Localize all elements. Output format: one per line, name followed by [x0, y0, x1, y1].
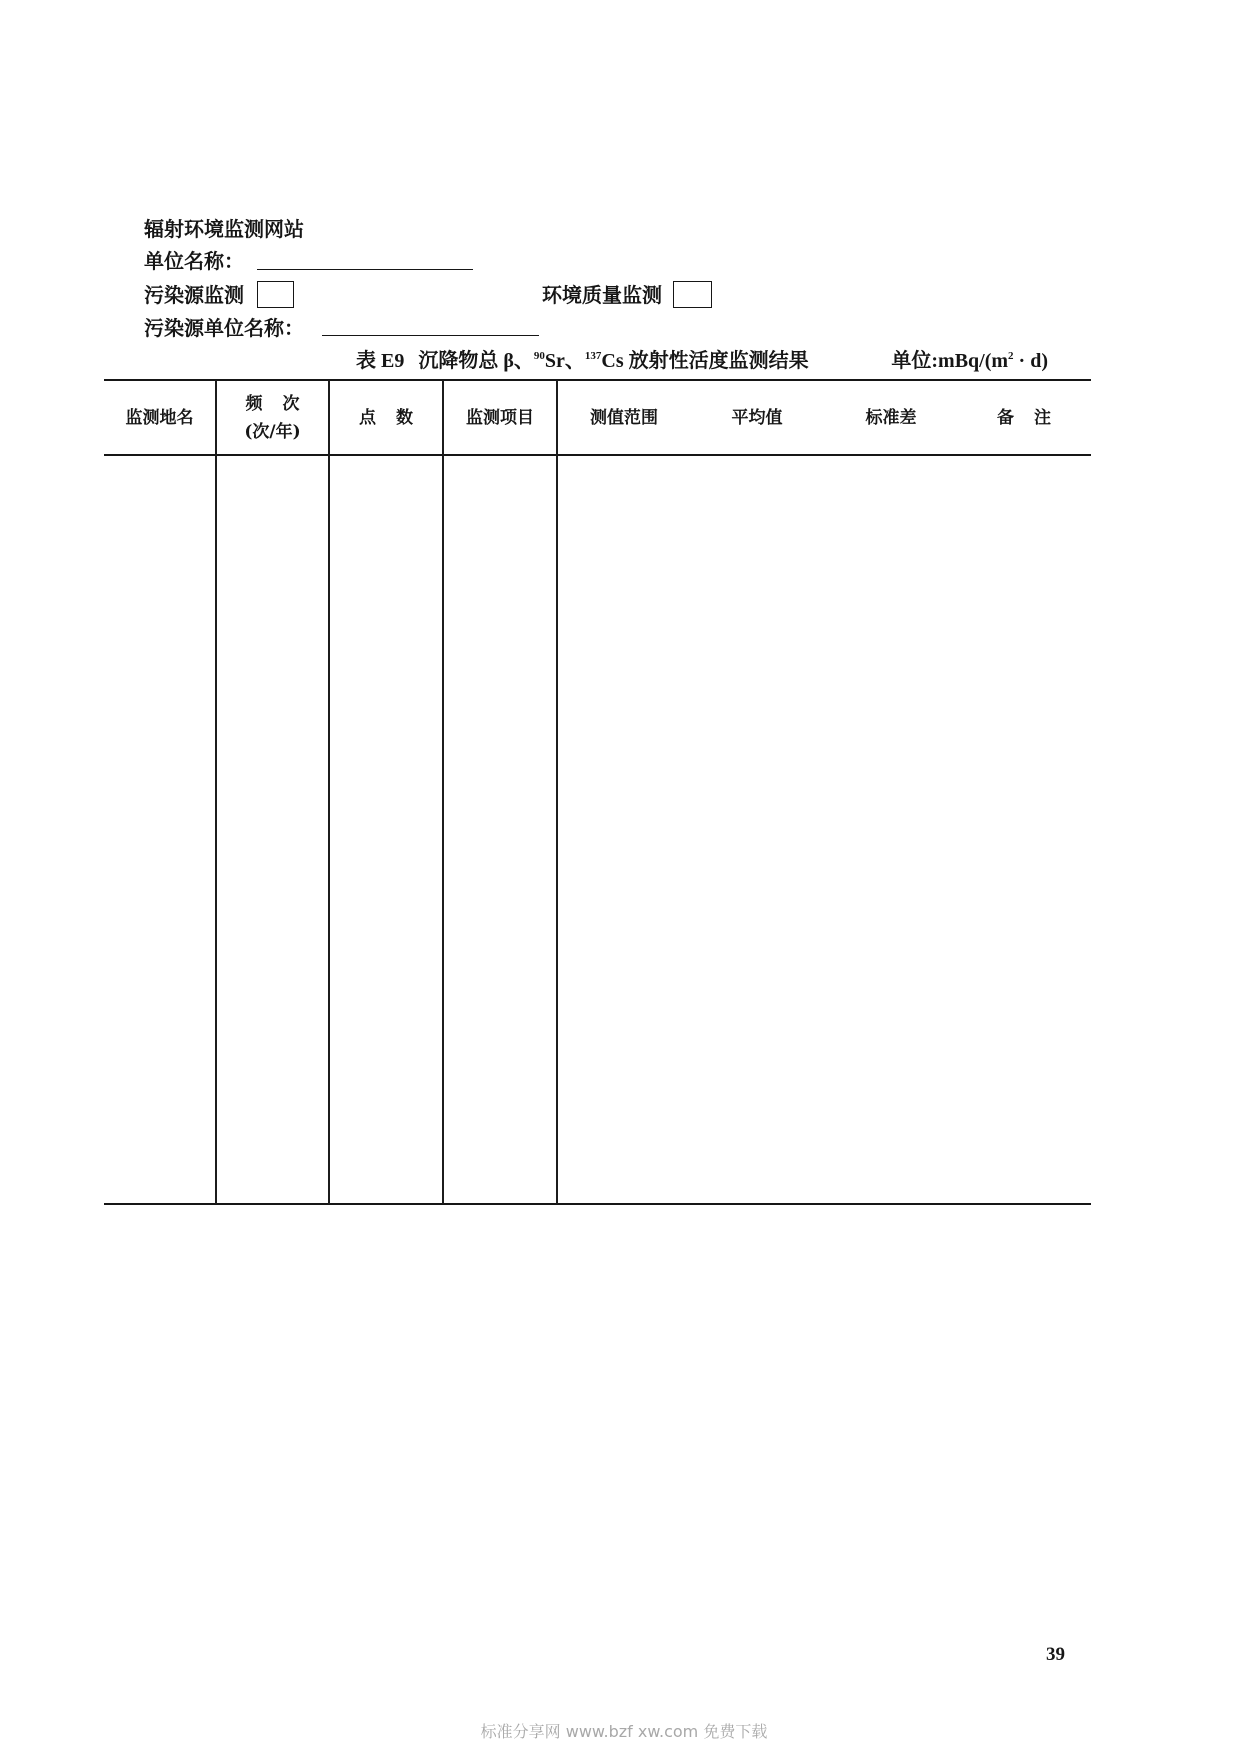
column-header-label: 平均值	[731, 408, 783, 428]
column-header-location	[104, 382, 215, 454]
environmental-quality-monitoring-label: 环境质量监测	[542, 283, 662, 307]
pollution-source-unit-name-blank-field	[322, 335, 539, 336]
pollution-source-unit-name-label: 污染源单位名称：	[144, 316, 304, 340]
column-header-label: 点 数	[359, 408, 413, 428]
column-header-mean	[697, 382, 817, 454]
table-title-part3: Cs 放射性活度监测结果	[601, 350, 809, 372]
column-header-label: 监测地名	[125, 408, 194, 428]
column-header-range	[564, 382, 684, 454]
column-header-sub-label: (次/年)	[244, 422, 301, 442]
column-header-label: 标准差	[865, 408, 917, 428]
table-title	[356, 349, 809, 373]
page-number: 39	[1046, 1644, 1065, 1665]
table-top-rule	[104, 379, 1091, 381]
table-bottom-rule	[104, 1203, 1091, 1205]
environmental-quality-monitoring-checkbox	[673, 281, 712, 308]
table-unit-prefix: 单位:mBq/(m	[891, 350, 1009, 372]
column-header-points	[330, 382, 442, 454]
table-unit	[891, 349, 1048, 373]
column-header-frequency	[217, 382, 328, 454]
column-header-label: 频 次	[245, 394, 300, 414]
column-header-label: 备 注	[997, 408, 1051, 428]
table-title-part1: 沉降物总 β、	[418, 350, 534, 372]
unit-name-blank-field	[257, 269, 473, 270]
table-title-part2: Sr、	[544, 350, 585, 372]
column-header-remarks	[964, 382, 1084, 454]
table-unit-exponent: 2	[1008, 350, 1014, 362]
column-header-std-dev	[831, 382, 951, 454]
pollution-source-monitoring-checkbox	[257, 281, 294, 308]
pollution-source-monitoring-label: 污染源监测	[144, 283, 244, 307]
table-body	[104, 456, 1091, 1203]
sr-mass-number: 90	[533, 350, 545, 362]
column-header-label: 测值范围	[590, 408, 658, 428]
column-header-item	[444, 382, 556, 454]
cs-mass-number: 137	[584, 350, 602, 362]
footer-watermark: 标准分享网 www.bzf xw.com 免费下载	[480, 1722, 768, 1741]
table-unit-suffix: · d)	[1013, 350, 1048, 372]
network-label: 辐射环境监测网站	[144, 217, 304, 241]
table-number: 表 E9	[356, 350, 405, 372]
unit-name-label: 单位名称：	[144, 249, 244, 273]
column-header-label: 监测项目	[466, 408, 534, 428]
